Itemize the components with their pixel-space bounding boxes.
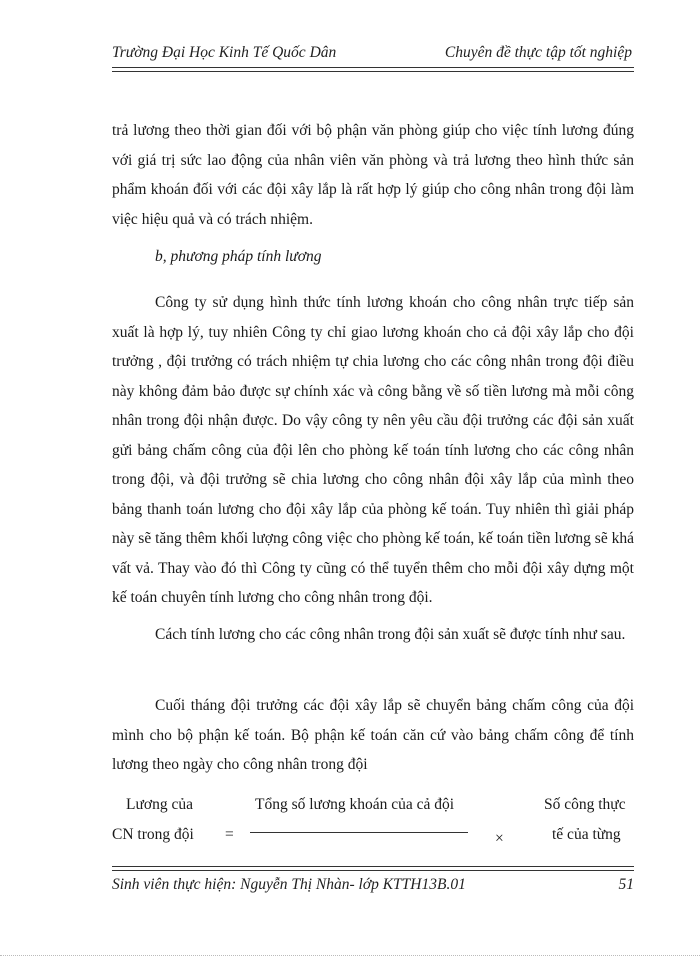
formula-rhs-line1: Số công thực xyxy=(544,796,626,813)
formula-numerator: Tổng số lương khoán của cả đội xyxy=(255,796,455,813)
page-edge xyxy=(0,955,700,956)
footer-divider xyxy=(112,866,634,871)
header-university: Trường Đại Học Kinh Tế Quốc Dân xyxy=(112,44,337,61)
header-document-type: Chuyên đề thực tập tốt nghiệp xyxy=(444,44,632,61)
paragraph-1: trả lương theo thời gian đối với bộ phận văn phòng giúp cho việc tính lương đúng với giá trị sức lao động của nhân viên văn phòng và trả lương theo hình thức sản phẩm khoán đối với các đội xây lắp là rất hợp lý giúp cho công nhân trong đội làm việc hiệu quả và có trách nhiệm. xyxy=(112,122,634,228)
salary-formula xyxy=(112,790,634,850)
header-divider xyxy=(112,67,634,72)
formula-lhs-line1: Lương của xyxy=(126,796,193,813)
formula-times: × xyxy=(495,830,504,847)
formula-rhs-line2: tế của từng xyxy=(552,826,621,843)
paragraph-4: Cuối tháng đội trưởng các đội xây lắp sẽ chuyển bảng chấm công của đội mình cho bộ phận kế toán. Bộ phận kế toán căn cứ vào bảng chấm công để tính lương theo ngày cho công nhân trong đội xyxy=(112,697,634,773)
paragraph-3: Cách tính lương cho các công nhân trong đội sản xuất sẽ được tính như sau. xyxy=(155,626,626,643)
formula-equals: = xyxy=(225,826,234,843)
page-header xyxy=(112,42,632,66)
formula-lhs-line2: CN trong đội xyxy=(112,826,194,843)
section-subheading: b, phương pháp tính lương xyxy=(155,248,322,265)
page-number: 51 xyxy=(618,876,634,893)
paragraph-2: Công ty sử dụng hình thức tính lương khoán cho công nhân trực tiếp sản xuất là hợp lý, tuy nhiên Công ty chỉ giao lương khoán cho cả đội xây lắp cho đội trưởng , đội trưởng có trách nhiệm tự chia lương cho các công nhân trong đội điều này không đảm bảo được sự chính xác và công bằng về số tiền lương mà mỗi công nhân trong đội nhận được. Do vậy công ty nên yêu cầu đội trưởng các đội sản xuất gửi bảng chấm công của đội lên cho phòng kế toán tính lương cho các công nhân trong đội, và đội trưởng sẽ chia lương cho công nhân đội xây lắp của mình theo bảng thanh toán lương cho đội xây lắp của phòng kế toán. Tuy nhiên thì giải pháp này sẽ tăng thêm khối lượng công việc cho phòng kế toán, kế toán tiền lương sẽ khá vất vả. Thay vào đó thì Công ty cũng có thể tuyển thêm cho mỗi đội xây dựng một kế toán chuyên tính lương cho công nhân trong đội. xyxy=(112,294,634,606)
footer-student-info: Sinh viên thực hiện: Nguyễn Thị Nhàn- lớp KTTH13B.01 xyxy=(112,876,466,893)
formula-fraction-line xyxy=(250,832,468,833)
page-footer xyxy=(112,876,634,900)
